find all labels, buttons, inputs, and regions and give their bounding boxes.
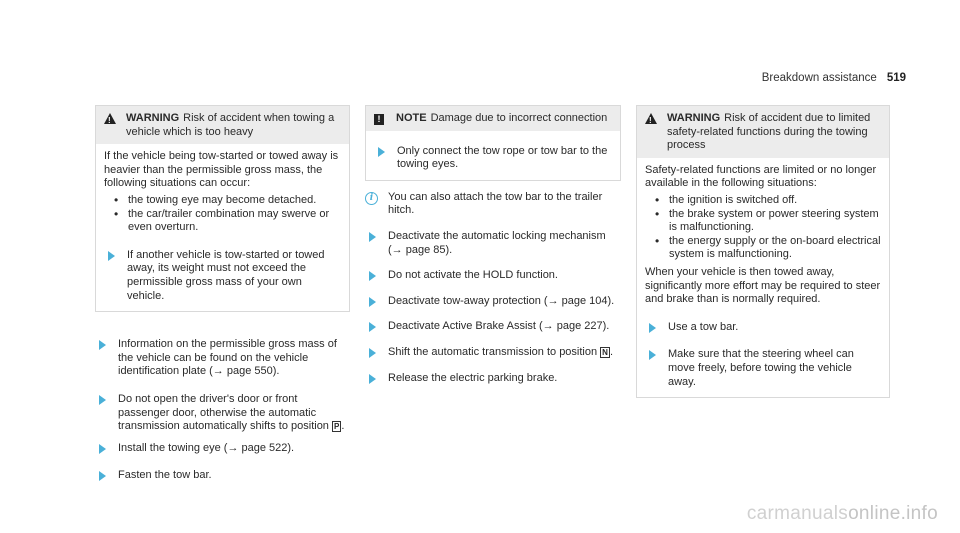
step-arrow-icon bbox=[108, 251, 115, 261]
instruction-step: Install the towing eye (→ page 522). bbox=[95, 442, 350, 456]
instruction-step: Deactivate the automatic locking mechanism (→ page 85). bbox=[365, 230, 621, 257]
info-note: i You can also attach the tow bar to the trailer hitch. bbox=[365, 191, 621, 218]
step-arrow-icon bbox=[378, 147, 385, 157]
step-arrow-icon bbox=[99, 340, 106, 350]
column-3 bbox=[636, 105, 890, 398]
instruction-step: Shift the automatic transmission to position N . bbox=[365, 346, 621, 360]
gear-n-icon: N bbox=[602, 347, 608, 357]
instruction-step: Do not open the driver's door or front passenger door, otherwise the automatic transmission automatically shifts to position P . bbox=[95, 393, 350, 434]
step-arrow-icon bbox=[99, 395, 106, 405]
instruction-step: If another vehicle is tow-started or towed away, its weight must not exceed the permissible gross mass of your own vehicle. bbox=[104, 249, 341, 303]
step-arrow-icon bbox=[649, 350, 656, 360]
list-item: • the ignition is switched off. bbox=[659, 194, 881, 208]
step-arrow-icon bbox=[369, 348, 376, 358]
warning-header bbox=[637, 106, 889, 158]
instruction-step: Information on the permissible gross mass of the vehicle can be found on the vehicle identification plate (→ page 550). bbox=[95, 338, 350, 379]
page-header bbox=[762, 72, 906, 84]
column-1 bbox=[95, 105, 350, 483]
warning-bullets bbox=[645, 194, 881, 262]
warning-label: WARNING bbox=[667, 112, 721, 124]
note-box bbox=[365, 105, 621, 181]
step-arrow-icon bbox=[369, 271, 376, 281]
step-arrow-icon bbox=[649, 323, 656, 333]
warning-title: Risk of accident when towing a vehicle which is too heavy bbox=[126, 112, 335, 138]
note-header bbox=[366, 106, 620, 131]
instruction-step: Make sure that the steering wheel can move freely, before towing the vehicle away. bbox=[645, 348, 881, 389]
warning-box-safety-functions bbox=[636, 105, 890, 398]
warning-body bbox=[637, 158, 889, 397]
list-item: • the brake system or power steering system is malfunctioning. bbox=[659, 208, 881, 235]
column-2 bbox=[365, 105, 621, 385]
warning-body bbox=[96, 144, 349, 311]
list-item: • the towing eye may become detached. bbox=[118, 194, 341, 208]
warning-label: WARNING bbox=[126, 112, 180, 124]
instruction-step: Deactivate tow-away protection (→ page 104). bbox=[365, 295, 621, 309]
note-title: Damage due to incorrect connection bbox=[430, 112, 608, 124]
note-icon: ! bbox=[374, 114, 384, 125]
instruction-step: Only connect the tow rope or tow bar to the towing eyes. bbox=[374, 145, 612, 172]
instruction-step: Use a tow bar. bbox=[645, 321, 881, 335]
gear-p-icon: P bbox=[334, 422, 340, 432]
list-item: • the energy supply or the on-board electrical system is malfunctioning. bbox=[659, 235, 881, 262]
note-body bbox=[366, 131, 620, 180]
step-arrow-icon bbox=[369, 322, 376, 332]
step-arrow-icon bbox=[99, 444, 106, 454]
note-label: NOTE bbox=[396, 112, 427, 124]
page-number: 519 bbox=[886, 72, 906, 84]
warning-text: If the vehicle being tow-started or towed away is heavier than the permissible gross mass, the following situations can occur: bbox=[104, 150, 339, 190]
warning-text: When your vehicle is then towed away, significantly more effort may be required to steer and brake than is normally required. bbox=[645, 265, 881, 306]
warning-triangle-icon bbox=[645, 113, 657, 124]
warning-triangle-icon bbox=[104, 113, 116, 124]
instruction-step: Fasten the tow bar. bbox=[95, 469, 350, 483]
step-arrow-icon bbox=[369, 374, 376, 384]
step-arrow-icon bbox=[369, 232, 376, 242]
info-icon: i bbox=[365, 192, 378, 205]
instruction-step: Do not activate the HOLD function. bbox=[365, 269, 621, 283]
warning-box-heavy-vehicle bbox=[95, 105, 350, 312]
step-arrow-icon bbox=[369, 297, 376, 307]
instruction-step: Deactivate Active Brake Assist (→ page 227). bbox=[365, 320, 621, 334]
section-title: Breakdown assistance bbox=[761, 72, 877, 84]
step-arrow-icon bbox=[99, 471, 106, 481]
watermark: carmanualsonline.info bbox=[746, 503, 938, 524]
instruction-step: Release the electric parking brake. bbox=[365, 372, 621, 386]
list-item: • the car/trailer combination may swerve or even overturn. bbox=[118, 208, 341, 235]
warning-bullets bbox=[104, 194, 341, 235]
warning-title: Risk of accident due to limited safety-related functions during the towing process bbox=[667, 112, 871, 152]
warning-header bbox=[96, 106, 349, 144]
warning-text: Safety-related functions are limited or no longer available in the following situations: bbox=[645, 163, 877, 190]
